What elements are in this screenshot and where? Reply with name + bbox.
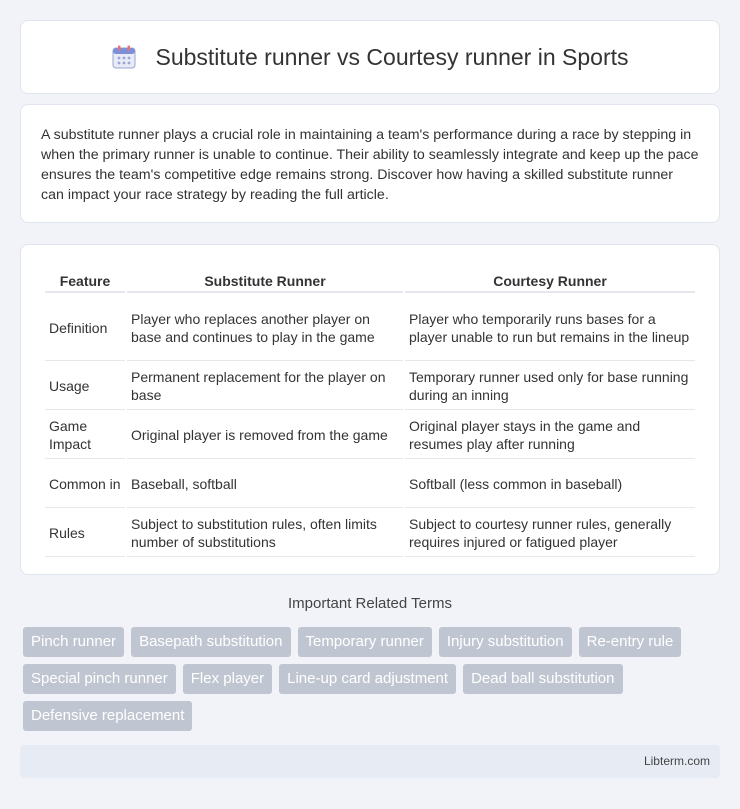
tag-special-pinch-runner[interactable]: Special pinch runner xyxy=(23,664,176,694)
table-row xyxy=(45,412,695,459)
title-wrap xyxy=(111,44,628,71)
table-cell-feature: Rules xyxy=(45,510,125,557)
comparison-table-card xyxy=(20,244,720,575)
table-cell-substitute: Player who replaces another player on base and continues to play in the game xyxy=(127,295,403,361)
tag-line-up-card-adjustment[interactable]: Line-up card adjustment xyxy=(279,664,456,694)
tag-dead-ball-substitution[interactable]: Dead ball substitution xyxy=(463,664,622,694)
tag-defensive-replacement[interactable]: Defensive replacement xyxy=(23,701,192,731)
table-row xyxy=(45,461,695,508)
calendar-icon xyxy=(111,44,137,70)
related-terms-tags xyxy=(23,627,723,731)
table-cell-courtesy: Temporary runner used only for base running during an inning xyxy=(405,363,695,410)
intro-text: A substitute runner plays a crucial role in maintaining a team's performance during a race by stepping in when the primary runner is unable to continue. Their ability to seamlessly integrate and keep up the pace ensures the team's competitive edge remains strong. Discover how having a skilled substitute runner can impact your race strategy by reading the full article. xyxy=(41,127,699,203)
header-card xyxy=(20,20,720,94)
table-cell-feature: Game Impact xyxy=(45,412,125,459)
related-terms-title: Important Related Terms xyxy=(288,595,452,612)
table-cell-courtesy: Subject to courtesy runner rules, generally requires injured or fatigued player xyxy=(405,510,695,557)
table-cell-feature: Definition xyxy=(45,295,125,361)
intro-card xyxy=(20,104,720,223)
table-cell-substitute: Permanent replacement for the player on base xyxy=(127,363,403,410)
table-cell-feature: Usage xyxy=(45,363,125,410)
tag-flex-player[interactable]: Flex player xyxy=(183,664,272,694)
table-cell-substitute: Subject to substitution rules, often limits number of substitutions xyxy=(127,510,403,557)
comparison-table xyxy=(43,265,697,559)
table-cell-substitute: Baseball, softball xyxy=(127,461,403,508)
footer-site-link[interactable]: Libterm.com xyxy=(643,754,710,768)
header-courtesy-runner: Courtesy Runner xyxy=(405,267,695,293)
tag-re-entry-rule[interactable]: Re-entry rule xyxy=(579,627,682,657)
table-row xyxy=(45,295,695,361)
table-header-row xyxy=(45,267,695,293)
table-cell-courtesy: Original player stays in the game and resumes play after running xyxy=(405,412,695,459)
tag-injury-substitution[interactable]: Injury substitution xyxy=(439,627,572,657)
tag-pinch-runner[interactable]: Pinch runner xyxy=(23,627,124,657)
header-substitute-runner: Substitute Runner xyxy=(127,267,403,293)
table-cell-courtesy: Softball (less common in baseball) xyxy=(405,461,695,508)
table-cell-substitute: Original player is removed from the game xyxy=(127,412,403,459)
tag-temporary-runner[interactable]: Temporary runner xyxy=(298,627,432,657)
table-cell-courtesy: Player who temporarily runs bases for a player unable to run but remains in the lineup xyxy=(405,295,695,361)
table-row xyxy=(45,510,695,557)
page-title: Substitute runner vs Courtesy runner in Sports xyxy=(155,43,629,70)
header-feature: Feature xyxy=(45,267,125,293)
table-cell-feature: Common in xyxy=(45,461,125,508)
tag-basepath-substitution[interactable]: Basepath substitution xyxy=(131,627,290,657)
footer xyxy=(20,745,720,778)
table-row xyxy=(45,363,695,410)
